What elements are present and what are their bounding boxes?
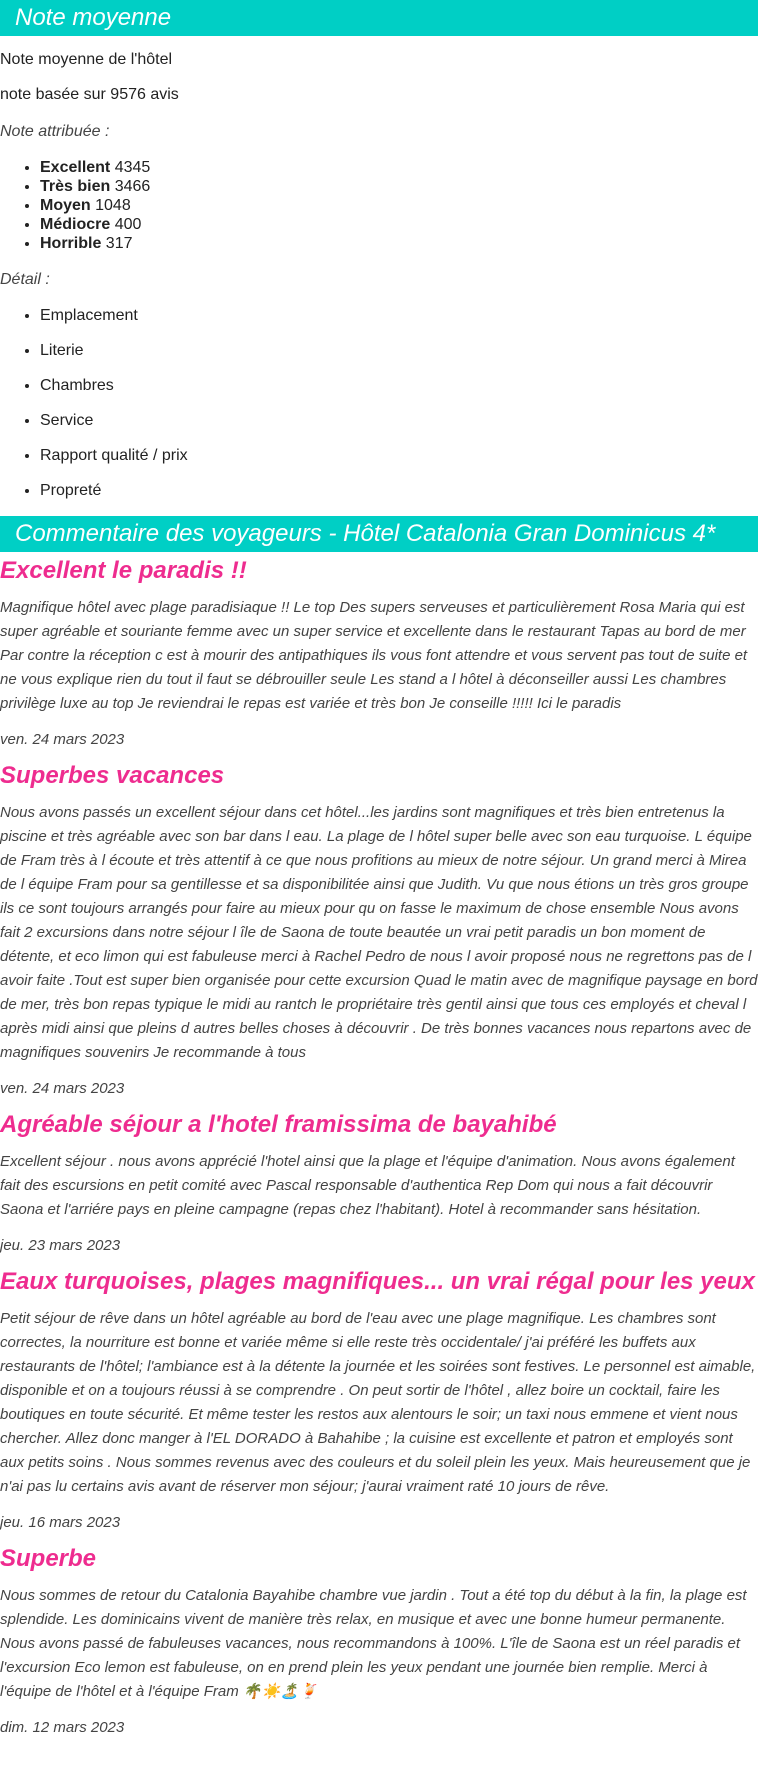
detail-item-service: • Service <box>40 411 758 431</box>
review-title: Superbe <box>0 1545 97 1572</box>
traveler-reviews-heading: Commentaire des voyageurs - Hôtel Catalonia Gran Dominicus 4* <box>15 520 716 547</box>
rating-count: 1048 <box>95 197 131 214</box>
rating-label: Très bien <box>40 178 111 195</box>
review-body: Excellent séjour . nous avons apprécié l'hotel ainsi que la plage et l'équipe d'animation. Nous avons également fait des escursions en petit comité avec Pascal responsable d'authentica Rep Dom qui nous a fait découvrir Saona et l'arriére pays en pleine campagne (repas chez l'habitant). Hotel à recommander sans hésitation. <box>0 1153 735 1218</box>
review-item <box>0 1110 758 1256</box>
review-date: jeu. 16 mars 2023 <box>0 1514 121 1531</box>
review-body: Nous sommes de retour du Catalonia Bayahibe chambre vue jardin . Tout a été top du début à la fin, la plage est splendide. Les dominicains vivent de manière très relax, en musique et avec une bonne humeur permanente. Nous avons passé de fabuleuses vacances, nous recommandons à 100%. L'île de Saona est un réel paradis et l'excursion Eco lemon est fabuleuse, on en prend plein les yeux pendant une journée bien remplie. Merci à l'équipe de l'hôtel et à l'équipe Fram 🌴☀️🏝️🍹 <box>0 1587 747 1700</box>
rating-item-moyen <box>40 196 758 215</box>
ratings-label: Note attribuée : <box>0 123 110 140</box>
detail-item-literie: • Literie <box>40 341 758 361</box>
review-title: Excellent le paradis !! <box>0 557 247 584</box>
rating-item-excellent <box>40 158 758 177</box>
rating-label: Médiocre <box>40 216 111 233</box>
rating-count: 317 <box>105 235 133 252</box>
rating-item-mediocre <box>40 215 758 234</box>
review-item <box>0 556 758 750</box>
rating-count: 4345 <box>114 159 151 176</box>
review-date: ven. 24 mars 2023 <box>0 731 125 748</box>
detail-item-proprete: • Propreté <box>40 481 758 501</box>
review-title: Agréable séjour a l'hotel framissima de bayahibé <box>0 1111 557 1138</box>
review-title: Eaux turquoises, plages magnifiques... un vrai régal pour les yeux <box>0 1268 755 1295</box>
rating-count: 3466 <box>114 178 151 195</box>
review-item <box>0 1267 758 1533</box>
rating-count: 400 <box>114 216 142 233</box>
rating-label: Excellent <box>40 159 111 176</box>
hotel-average-label: Note moyenne de l'hôtel <box>0 51 173 68</box>
rating-item-tres-bien <box>40 177 758 196</box>
review-title: Superbes vacances <box>0 762 225 789</box>
review-item <box>0 1544 758 1738</box>
review-date: jeu. 23 mars 2023 <box>0 1237 121 1254</box>
review-item <box>0 761 758 1099</box>
review-date: ven. 24 mars 2023 <box>0 1080 125 1097</box>
review-date: dim. 12 mars 2023 <box>0 1719 125 1736</box>
detail-criteria-list <box>0 306 758 501</box>
detail-item-rapport-qualite-prix: • Rapport qualité / prix <box>40 446 758 466</box>
review-body: Petit séjour de rêve dans un hôtel agréable au bord de l'eau avec une plage magnifique. Les chambres sont correctes, la nourriture est bonne et variée même si elle reste très occidentale/ j'ai préféré les buffets aux restaurants de l'hôtel; l'ambiance est à la détente la journée et les soirées sont festives. Le personnel est aimable, disponible et on a toujours réussi à se comprendre . On peut sortir de l'hôtel , allez boire un cocktail, faire les boutiques en toute sécurité. Et même tester les restos aux alentours le soir; un taxi nous emmene et vient nous chercher. Allez donc manger à l'EL DORADO à Bahahibe ; la cuisine est excellente et patron et employés sont aux petits soins . Nous sommes revenus avec des couleurs et du soleil plein les yeux. Mais heureusement que je n'ai pas lu certains avis avant de réserver mon séjour; j'aurai vraiment raté 10 jours de rêve. <box>0 1310 756 1495</box>
detail-label: Détail : <box>0 271 50 288</box>
detail-item-chambres: • Chambres <box>40 376 758 396</box>
average-rating-heading: Note moyenne <box>15 4 172 31</box>
rating-label: Horrible <box>40 235 102 252</box>
rating-distribution-list <box>0 158 758 253</box>
traveler-reviews-banner <box>0 516 758 552</box>
detail-item-emplacement: • Emplacement <box>40 306 758 326</box>
rating-label: Moyen <box>40 197 91 214</box>
average-rating-banner <box>0 0 758 36</box>
review-body: Nous avons passés un excellent séjour dans cet hôtel...les jardins sont magnifiques et très bien entretenus la piscine et très agréable avec son bar dans l eau. La plage de l hôtel super belle avec son eau turquoise. L équipe de Fram très à l écoute et très attentif à ce que nous profitions au mieux de notre séjour. Un grand merci à Mirea de l équipe Fram pour sa gentillesse et sa disponibilitée ainsi que Judith. Vu que nous étions un très gros groupe ils ce sont toujours arrangés pour faire au mieux pour qu on fasse le maximum de chose ensemble Nous avons fait 2 excursions dans notre séjour l île de Saona de toute beautée un vrai petit paradis un bon moment de détente, et eco limon qui est fabuleuse merci à Rachel Pedro de nous l avoir proposé nous ne regrettons pas de l avoir faite .Tout est super bien organisée pour cette excursion Quad le matin avec de magnifique paysage en bord de mer, très bon repas typique le midi au rantch le propriétaire très gentil ainsi que tous ces employés et cheval l après midi ainsi que pleins d autres belles choses à découvrir . De très bonnes vacances nous repartons avec de magnifiques souvenirs Je recommande à tous <box>0 804 758 1061</box>
review-count-text: note basée sur 9576 avis <box>0 86 179 103</box>
review-body: Magnifique hôtel avec plage paradisiaque !! Le top Des supers serveuses et particulièrement Rosa Maria qui est super agréable et souriante femme avec un super service et excellente dans le restaurant Tapas au bord de mer Par contre la réception c est à mourir des antipathiques ils vous font attendre et vous servent pas tout de suite et ne vous explique rien du tout il faut se débrouiller seule Les stand a l hôtel à déconseiller aussi Les chambres privilège luxe au top Je reviendrai le repas est variée et très bon Je conseille !!!!! Ici le paradis <box>0 599 748 712</box>
rating-item-horrible <box>40 234 758 253</box>
